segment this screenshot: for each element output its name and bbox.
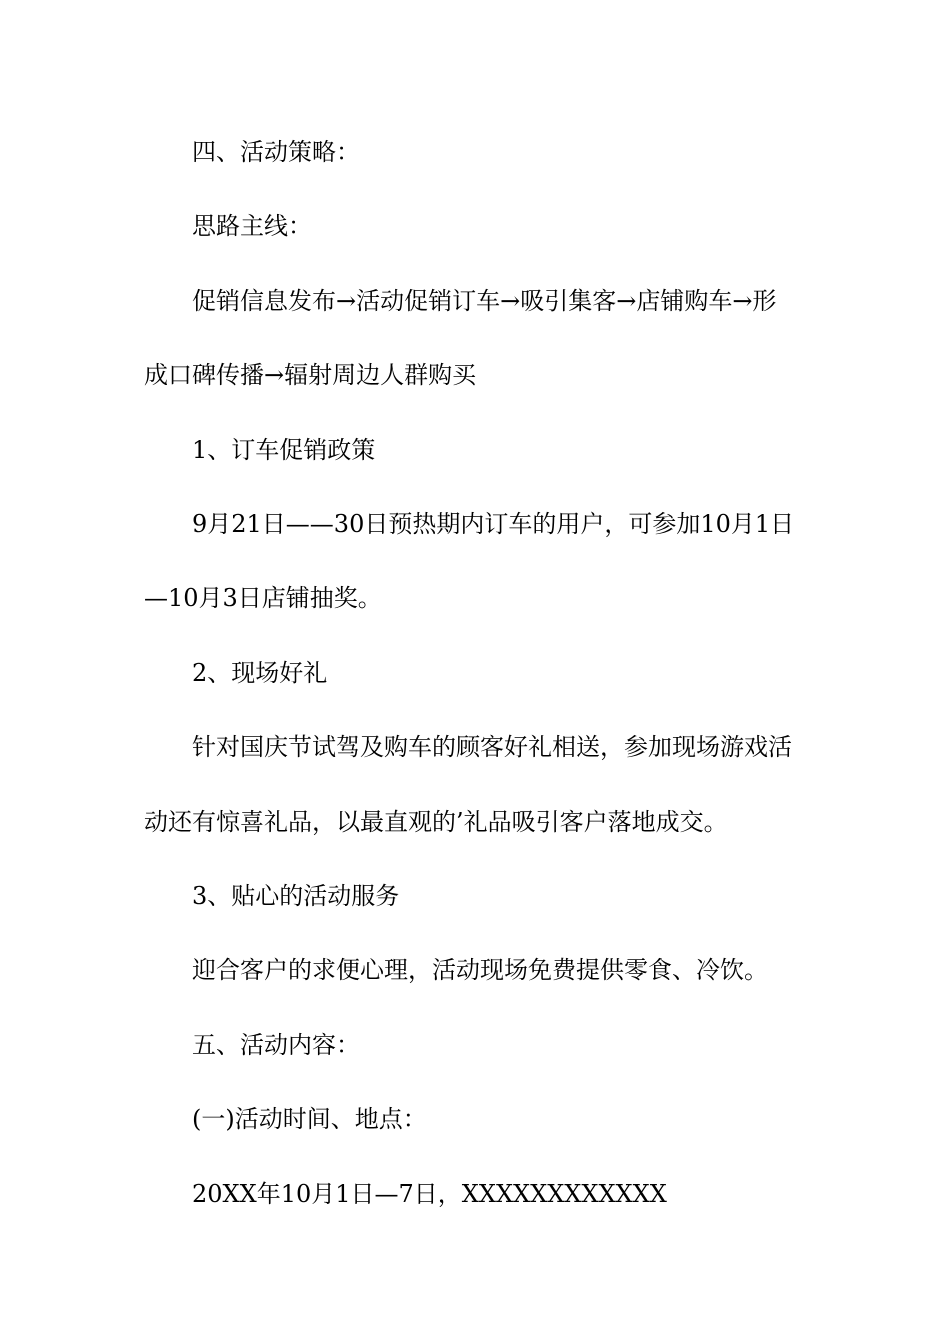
item-2-text-line-2: 动还有惊喜礼品，以最直观的’礼品吸引客户落地成交。 [144, 808, 728, 836]
item-2-heading: 2、现场好礼 [192, 659, 328, 687]
main-idea-line-2: 成口碑传播→辐射周边人群购买 [144, 361, 477, 389]
heading-activity-content: 五、活动内容： [192, 1031, 360, 1059]
item-1-text-line-1: 9月21日——30日预热期内订车的用户，可参加10月1日 [192, 510, 795, 538]
item-1-text-line-2: —10月3日店铺抽奖。 [144, 584, 382, 612]
item-3-heading: 3、贴心的活动服务 [192, 882, 400, 910]
subheading-time-place: (一)活动时间、地点： [192, 1105, 427, 1133]
item-3-text: 迎合客户的求便心理，活动现场免费提供零食、冷饮。 [192, 956, 768, 984]
main-idea-line-1: 促销信息发布→活动促销订车→吸引集客→店铺购车→形 [192, 287, 777, 315]
time-place-text: 20XX年10月1日—7日，XXXXXXXXXXXX [192, 1180, 667, 1208]
item-1-heading: 1、订车促销政策 [192, 436, 376, 464]
heading-activity-strategy: 四、活动策略： [192, 138, 360, 166]
item-2-text-line-1: 针对国庆节试驾及购车的顾客好礼相送，参加现场游戏活 [192, 733, 792, 761]
subheading-main-idea: 思路主线： [192, 212, 312, 240]
